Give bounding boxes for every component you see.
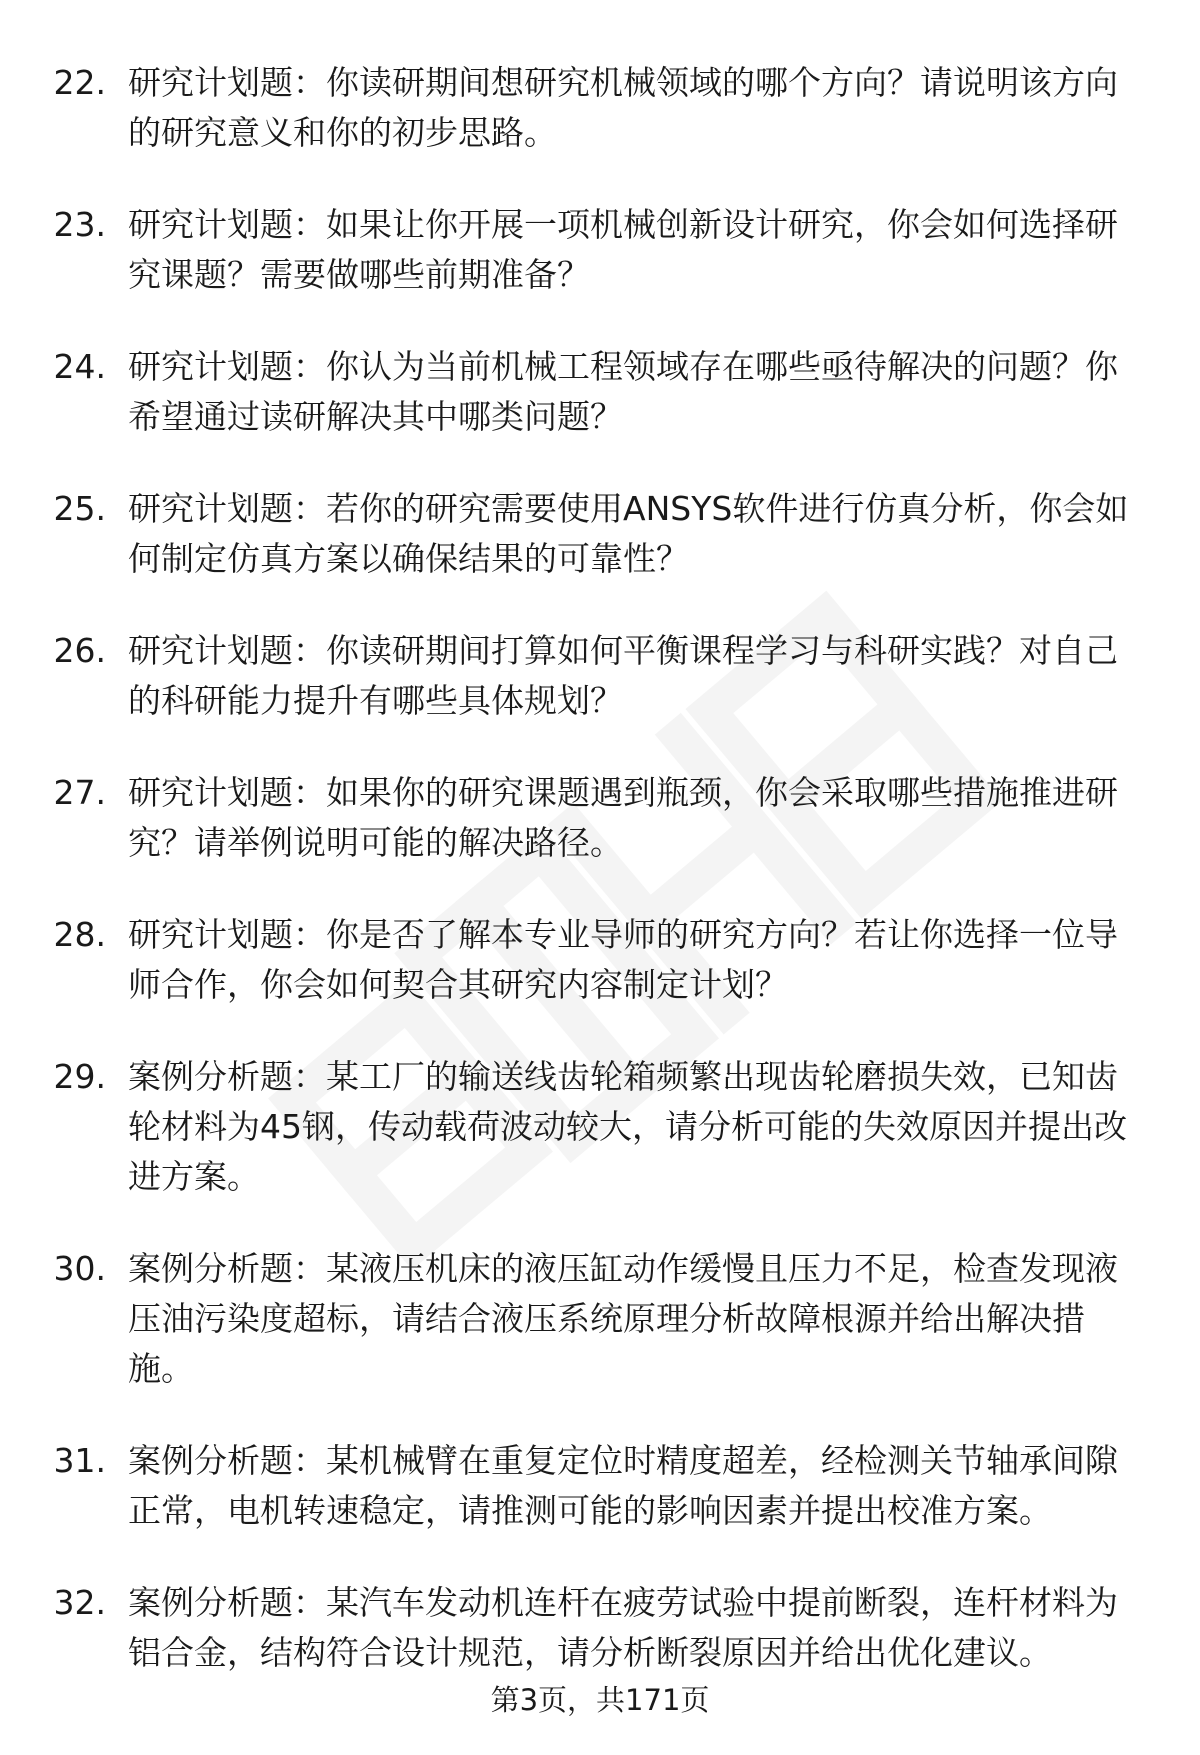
list-item <box>0 484 1200 584</box>
list-item <box>0 1052 1200 1202</box>
question-number: 31. <box>53 1441 106 1480</box>
question-number: 22. <box>53 63 106 102</box>
question-number: 29. <box>53 1057 106 1096</box>
list-item <box>0 1244 1200 1394</box>
question-text: 研究计划题：如果让你开展一项机械创新设计研究，你会如何选择研究课题？需要做哪些前期准备？ <box>128 205 1118 294</box>
list-item <box>0 768 1200 868</box>
question-text: 研究计划题：若你的研究需要使用ANSYS软件进行仿真分析，你会如何制定仿真方案以确保结果的可靠性？ <box>128 489 1129 578</box>
list-item <box>0 1578 1200 1678</box>
question-number: 26. <box>53 631 106 670</box>
question-text: 研究计划题：你认为当前机械工程领域存在哪些亟待解决的问题？你希望通过读研解决其中哪类问题？ <box>128 347 1118 436</box>
list-item <box>0 342 1200 442</box>
list-item <box>0 200 1200 300</box>
list-item <box>0 626 1200 726</box>
question-text: 案例分析题：某汽车发动机连杆在疲劳试验中提前断裂，连杆材料为铝合金，结构符合设计规范，请分析断裂原因并给出优化建议。 <box>128 1583 1118 1672</box>
question-number: 27. <box>53 773 106 812</box>
question-number: 32. <box>53 1583 106 1622</box>
list-item <box>0 910 1200 1010</box>
question-text: 研究计划题：你读研期间想研究机械领域的哪个方向？请说明该方向的研究意义和你的初步思路。 <box>128 63 1118 152</box>
list-item <box>0 1436 1200 1536</box>
question-text: 案例分析题：某机械臂在重复定位时精度超差，经检测关节轴承间隙正常，电机转速稳定，请推测可能的影响因素并提出校准方案。 <box>128 1441 1118 1530</box>
question-text: 研究计划题：你读研期间打算如何平衡课程学习与科研实践？对自己的科研能力提升有哪些具体规划？ <box>128 631 1118 720</box>
question-text: 研究计划题：如果你的研究课题遇到瓶颈，你会采取哪些措施推进研究？请举例说明可能的解决路径。 <box>128 773 1118 862</box>
question-text: 案例分析题：某工厂的输送线齿轮箱频繁出现齿轮磨损失效，已知齿轮材料为45钢，传动载荷波动较大，请分析可能的失效原因并提出改进方案。 <box>128 1057 1127 1196</box>
question-list <box>0 58 1200 1720</box>
question-text: 案例分析题：某液压机床的液压缸动作缓慢且压力不足，检查发现液压油污染度超标，请结合液压系统原理分析故障根源并给出解决措施。 <box>128 1249 1118 1388</box>
question-number: 25. <box>53 489 106 528</box>
question-number: 28. <box>53 915 106 954</box>
question-text: 研究计划题：你是否了解本专业导师的研究方向？若让你选择一位导师合作，你会如何契合其研究内容制定计划？ <box>128 915 1118 1004</box>
list-item <box>0 58 1200 158</box>
question-number: 23. <box>53 205 106 244</box>
question-number: 30. <box>53 1249 106 1288</box>
page-number-footer: 第3页，共171页 <box>490 1683 710 1717</box>
question-number: 24. <box>53 347 106 386</box>
